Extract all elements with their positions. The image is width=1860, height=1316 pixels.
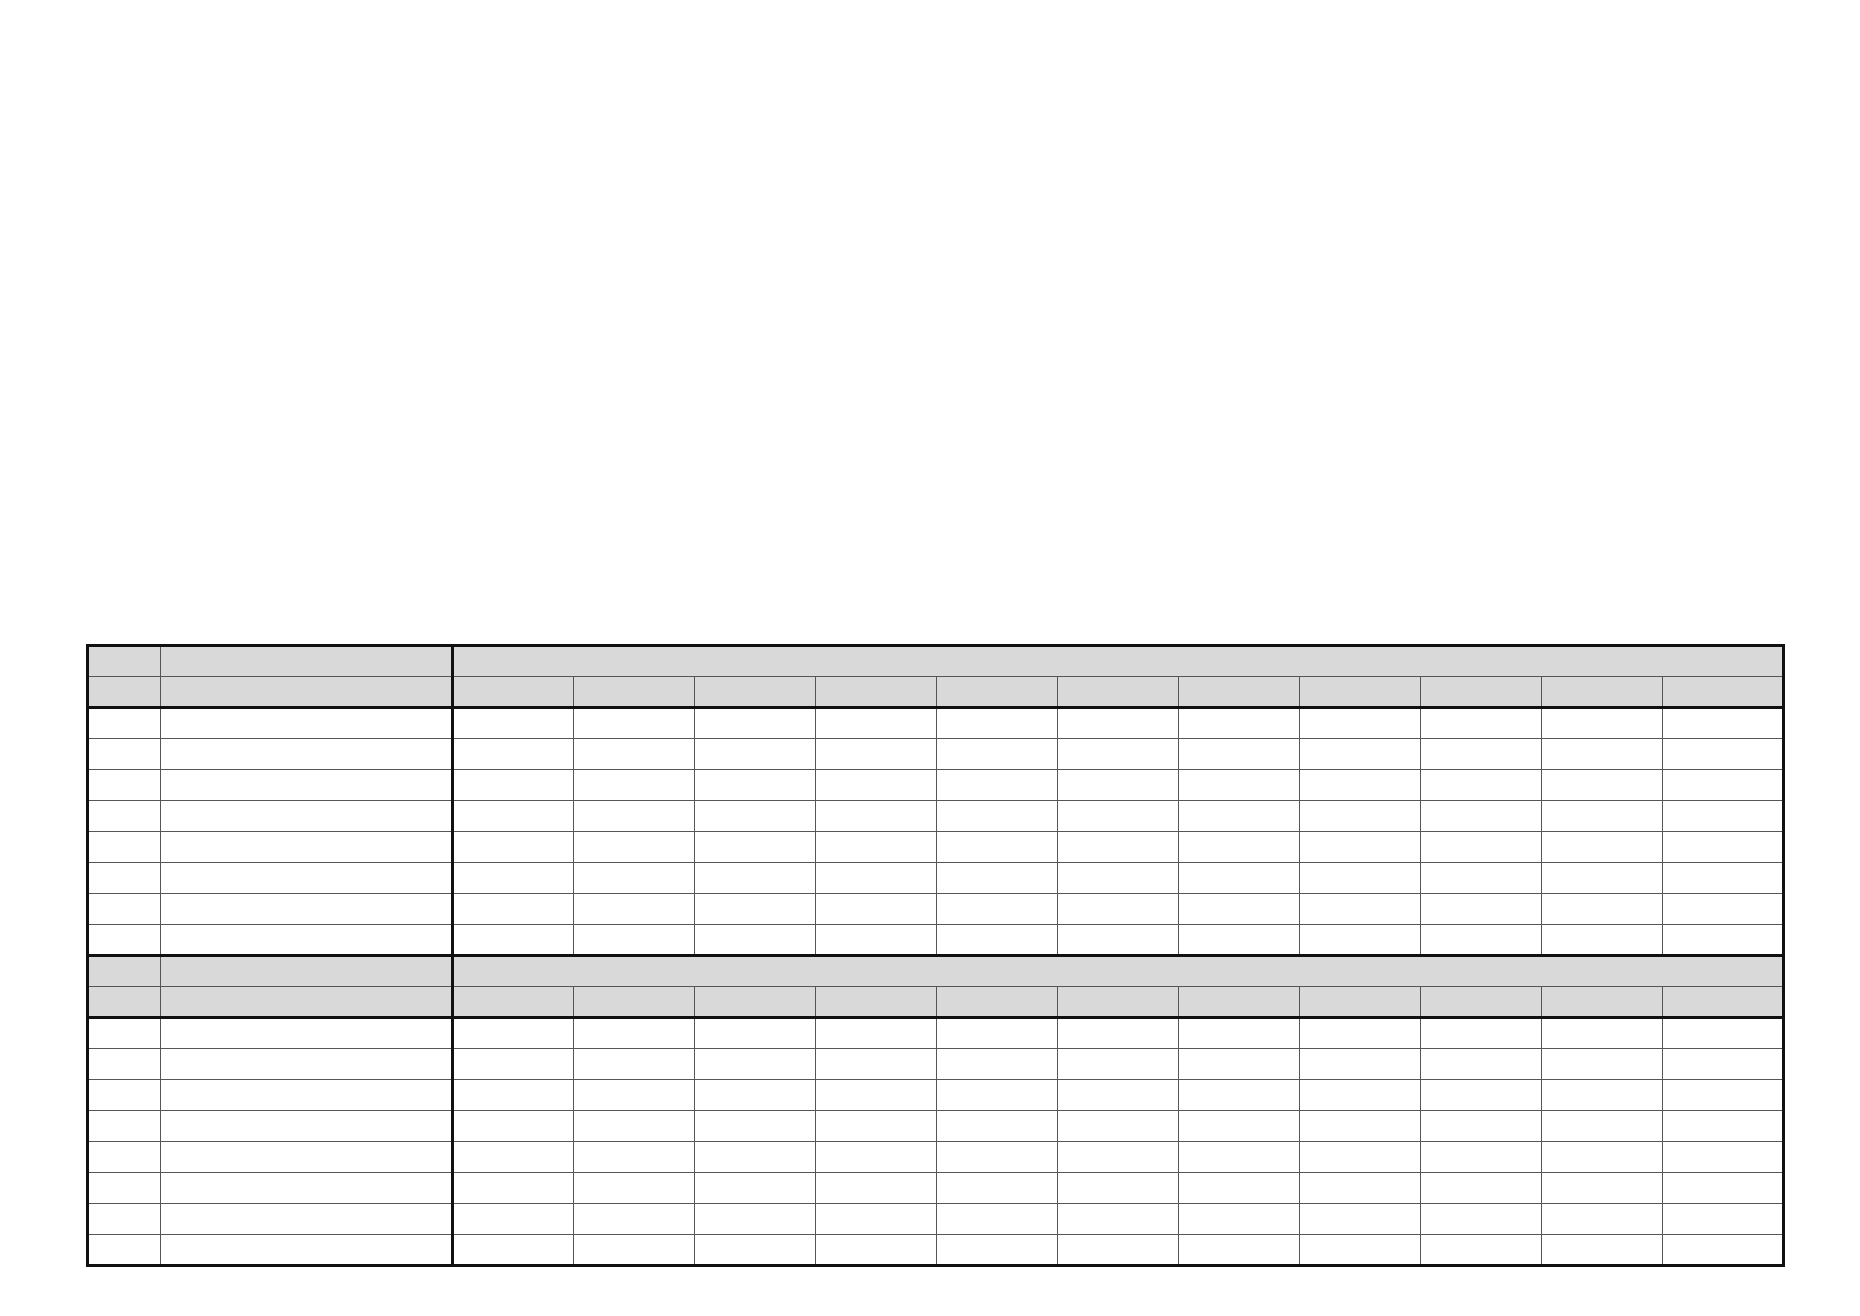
measurement-value xyxy=(1179,1049,1300,1080)
pom-number xyxy=(88,1049,161,1080)
measurement-value xyxy=(1542,1142,1663,1173)
measurement-value xyxy=(453,1080,574,1111)
size-row xyxy=(88,677,1784,708)
pom-number xyxy=(88,832,161,863)
measurement-value xyxy=(1058,1142,1179,1173)
measurement-value xyxy=(1542,770,1663,801)
measurement-description xyxy=(161,925,453,956)
measurement-value xyxy=(937,1173,1058,1204)
measurement-value xyxy=(453,894,574,925)
blank-cell xyxy=(161,677,453,708)
measurement-value xyxy=(1421,739,1542,770)
measurement-value xyxy=(937,770,1058,801)
measurement-value xyxy=(816,863,937,894)
pom-number xyxy=(88,1142,161,1173)
measurement-value xyxy=(574,863,695,894)
measurement-value xyxy=(574,1204,695,1235)
measurement-value xyxy=(1421,1173,1542,1204)
pom-number xyxy=(88,863,161,894)
size-header xyxy=(1300,677,1421,708)
pom-number xyxy=(88,708,161,739)
measurement-value xyxy=(1058,1049,1179,1080)
measurement-value xyxy=(1179,1018,1300,1049)
measurement-value xyxy=(1058,1204,1179,1235)
measurement-value xyxy=(1542,894,1663,925)
measurement-value xyxy=(1663,770,1784,801)
measurement-value xyxy=(574,708,695,739)
measurement-value xyxy=(937,894,1058,925)
measurement-value xyxy=(574,1049,695,1080)
measurement-value xyxy=(1300,863,1421,894)
measurement-value xyxy=(937,1235,1058,1266)
measurement-value xyxy=(574,832,695,863)
size-header xyxy=(1663,987,1784,1018)
size-header xyxy=(695,677,816,708)
measurement-value xyxy=(1421,894,1542,925)
table-row xyxy=(88,1173,1784,1204)
measurement-value xyxy=(1300,1018,1421,1049)
measurement-value xyxy=(1421,863,1542,894)
size-header xyxy=(695,987,816,1018)
measurement-value xyxy=(1542,739,1663,770)
table-row xyxy=(88,739,1784,770)
measurement-description xyxy=(161,894,453,925)
pom-number xyxy=(88,1235,161,1266)
measurement-value xyxy=(695,708,816,739)
measurement-value xyxy=(695,1080,816,1111)
measurement-value xyxy=(695,832,816,863)
measurement-value xyxy=(1058,925,1179,956)
table-row xyxy=(88,801,1784,832)
measurement-value xyxy=(1058,1235,1179,1266)
measurement-value xyxy=(1663,894,1784,925)
size-header xyxy=(574,677,695,708)
measurement-value xyxy=(1542,801,1663,832)
pom-number xyxy=(88,894,161,925)
pom-number xyxy=(88,1173,161,1204)
measurement-value xyxy=(816,1235,937,1266)
measurement-value xyxy=(695,1018,816,1049)
measurement-value xyxy=(1421,1142,1542,1173)
size-header xyxy=(1300,987,1421,1018)
measurement-description xyxy=(161,1204,453,1235)
measurement-table xyxy=(86,644,1785,1267)
measurement-value xyxy=(1300,925,1421,956)
measurement-value xyxy=(1542,925,1663,956)
pom-number xyxy=(88,925,161,956)
table-row xyxy=(88,1080,1784,1111)
measurement-value xyxy=(1663,1235,1784,1266)
measurement-value xyxy=(816,708,937,739)
measurement-value xyxy=(1179,739,1300,770)
measurement-value xyxy=(695,739,816,770)
measurement-value xyxy=(1058,708,1179,739)
measurement-value xyxy=(453,1235,574,1266)
measurement-value xyxy=(1179,1142,1300,1173)
measurement-value xyxy=(1542,1235,1663,1266)
measurement-value xyxy=(574,801,695,832)
measurement-value xyxy=(1179,1204,1300,1235)
description-header xyxy=(161,956,453,987)
measurement-description xyxy=(161,1018,453,1049)
measurement-value xyxy=(816,894,937,925)
measurement-value xyxy=(453,1204,574,1235)
pom-header xyxy=(88,646,161,677)
measurement-value xyxy=(1663,1142,1784,1173)
size-header xyxy=(1179,987,1300,1018)
measurement-value xyxy=(1421,708,1542,739)
measurement-value xyxy=(1421,1018,1542,1049)
measurement-value xyxy=(453,1173,574,1204)
measurement-value xyxy=(574,1080,695,1111)
measurement-value xyxy=(695,1049,816,1080)
table-row xyxy=(88,1204,1784,1235)
table-row xyxy=(88,1049,1784,1080)
measurement-value xyxy=(453,925,574,956)
size-header xyxy=(816,987,937,1018)
measurement-value xyxy=(937,1142,1058,1173)
measurement-value xyxy=(695,894,816,925)
measurement-value xyxy=(1663,1018,1784,1049)
measurement-value xyxy=(816,1204,937,1235)
measurement-value xyxy=(695,1235,816,1266)
measurement-value xyxy=(1300,1235,1421,1266)
measurement-value xyxy=(1421,832,1542,863)
blank-cell xyxy=(88,677,161,708)
measurement-value xyxy=(695,1204,816,1235)
measurement-value xyxy=(453,770,574,801)
size-header xyxy=(1542,677,1663,708)
measurement-value xyxy=(574,770,695,801)
measurement-description xyxy=(161,1173,453,1204)
measurement-value xyxy=(453,1049,574,1080)
measurement-value xyxy=(1179,1111,1300,1142)
measurement-description xyxy=(161,708,453,739)
table-row xyxy=(88,863,1784,894)
measurement-value xyxy=(453,1018,574,1049)
measurement-value xyxy=(1421,1080,1542,1111)
measurement-value xyxy=(937,1049,1058,1080)
pom-number xyxy=(88,1018,161,1049)
table-row xyxy=(88,1018,1784,1049)
measurement-value xyxy=(1058,770,1179,801)
measurement-value xyxy=(816,1111,937,1142)
measurement-value xyxy=(1300,1173,1421,1204)
table-header-row xyxy=(88,646,1784,677)
measurement-description xyxy=(161,1080,453,1111)
measurement-value xyxy=(1663,1049,1784,1080)
measurement-value xyxy=(1421,770,1542,801)
measurement-value xyxy=(816,801,937,832)
measurement-value xyxy=(816,1142,937,1173)
measurement-value xyxy=(937,708,1058,739)
measurement-value xyxy=(1663,1111,1784,1142)
measurement-value xyxy=(1300,708,1421,739)
measurement-value xyxy=(695,801,816,832)
measurement-value xyxy=(1058,1173,1179,1204)
measurement-value xyxy=(1058,739,1179,770)
measurement-value xyxy=(1179,770,1300,801)
size-header xyxy=(1058,677,1179,708)
measurement-value xyxy=(1179,832,1300,863)
pom-number xyxy=(88,739,161,770)
measurement-value xyxy=(1300,739,1421,770)
table-row xyxy=(88,894,1784,925)
measurement-value xyxy=(816,925,937,956)
size-header xyxy=(1421,987,1542,1018)
measurement-value xyxy=(816,770,937,801)
measurement-value xyxy=(937,801,1058,832)
measurement-description xyxy=(161,739,453,770)
size-header xyxy=(1421,677,1542,708)
size-header xyxy=(453,677,574,708)
measurement-value xyxy=(695,770,816,801)
measurement-value xyxy=(1542,863,1663,894)
measurement-value xyxy=(1300,832,1421,863)
measurement-value xyxy=(937,1111,1058,1142)
measurement-value xyxy=(1179,863,1300,894)
measurement-value xyxy=(1300,770,1421,801)
description-header xyxy=(161,646,453,677)
measurement-value xyxy=(1542,1111,1663,1142)
measurement-description xyxy=(161,1235,453,1266)
measurement-value xyxy=(937,925,1058,956)
measurement-value xyxy=(1663,708,1784,739)
measurement-value xyxy=(937,1018,1058,1049)
measurement-value xyxy=(1542,708,1663,739)
measurement-value xyxy=(1421,1235,1542,1266)
measurement-value xyxy=(453,863,574,894)
measurement-value xyxy=(1542,1204,1663,1235)
measurement-description xyxy=(161,1142,453,1173)
measurement-value xyxy=(1300,894,1421,925)
measurement-description xyxy=(161,832,453,863)
measurement-description xyxy=(161,801,453,832)
measurement-value xyxy=(1300,1142,1421,1173)
measurement-value xyxy=(1300,1111,1421,1142)
measurement-value xyxy=(1663,863,1784,894)
measurement-value xyxy=(1421,801,1542,832)
measurement-value xyxy=(937,1080,1058,1111)
measurement-value xyxy=(1542,832,1663,863)
measurement-value xyxy=(937,832,1058,863)
measurement-value xyxy=(574,894,695,925)
pom-number xyxy=(88,1080,161,1111)
measurement-value xyxy=(574,1235,695,1266)
measurement-value xyxy=(1058,1080,1179,1111)
pom-number xyxy=(88,801,161,832)
blank-cell xyxy=(88,987,161,1018)
measurement-value xyxy=(937,863,1058,894)
size-header xyxy=(574,987,695,1018)
measurement-value xyxy=(695,863,816,894)
measurement-value xyxy=(1300,1080,1421,1111)
measurement-value xyxy=(1179,708,1300,739)
table-header-row xyxy=(88,956,1784,987)
measurement-value xyxy=(1542,1173,1663,1204)
measurement-value xyxy=(1663,832,1784,863)
measurement-value xyxy=(453,1111,574,1142)
measurement-value xyxy=(574,1142,695,1173)
blank-cell xyxy=(161,987,453,1018)
measurement-value xyxy=(1058,1018,1179,1049)
size-row xyxy=(88,987,1784,1018)
measurement-value xyxy=(1663,801,1784,832)
measurement-value xyxy=(574,1111,695,1142)
measurement-value xyxy=(816,739,937,770)
measurement-value xyxy=(1663,1080,1784,1111)
measurement-value xyxy=(1058,894,1179,925)
measurement-value xyxy=(1179,1235,1300,1266)
measurement-value xyxy=(816,1173,937,1204)
pom-header xyxy=(88,956,161,987)
measurement-value xyxy=(453,801,574,832)
measurement-value xyxy=(816,832,937,863)
measurement-value xyxy=(1663,739,1784,770)
measurement-value xyxy=(1663,1204,1784,1235)
measurement-value xyxy=(1421,1111,1542,1142)
unit-header xyxy=(453,646,1784,677)
table-row xyxy=(88,925,1784,956)
table-row xyxy=(88,1111,1784,1142)
measurement-value xyxy=(1421,1049,1542,1080)
measurement-value xyxy=(1058,863,1179,894)
table-row xyxy=(88,1235,1784,1266)
measurement-value xyxy=(574,739,695,770)
measurement-value xyxy=(453,1142,574,1173)
measurement-value xyxy=(1542,1080,1663,1111)
measurement-value xyxy=(1058,832,1179,863)
measurement-value xyxy=(695,1142,816,1173)
size-header xyxy=(1663,677,1784,708)
measurement-value xyxy=(816,1049,937,1080)
measurement-value xyxy=(1421,1204,1542,1235)
measurement-value xyxy=(1179,1173,1300,1204)
measurement-value xyxy=(1542,1049,1663,1080)
measurement-description xyxy=(161,1111,453,1142)
measurement-value xyxy=(1058,801,1179,832)
table-row xyxy=(88,770,1784,801)
size-header xyxy=(1542,987,1663,1018)
measurement-value xyxy=(695,925,816,956)
size-header xyxy=(1058,987,1179,1018)
pom-number xyxy=(88,1111,161,1142)
measurement-value xyxy=(1179,925,1300,956)
measurement-value xyxy=(1663,925,1784,956)
measurement-value xyxy=(574,1173,695,1204)
size-header xyxy=(937,987,1058,1018)
measurement-value xyxy=(816,1018,937,1049)
measurement-value xyxy=(1542,1018,1663,1049)
size-header xyxy=(816,677,937,708)
measurement-value xyxy=(1300,1204,1421,1235)
size-header xyxy=(1179,677,1300,708)
size-header xyxy=(937,677,1058,708)
size-header xyxy=(453,987,574,1018)
measurement-value xyxy=(1058,1111,1179,1142)
measurement-value xyxy=(937,1204,1058,1235)
measurement-value xyxy=(816,1080,937,1111)
measurement-value xyxy=(1179,894,1300,925)
measurement-value xyxy=(1663,1173,1784,1204)
measurement-value xyxy=(1300,1049,1421,1080)
measurement-description xyxy=(161,1049,453,1080)
measurement-value xyxy=(453,832,574,863)
measurement-value xyxy=(1300,801,1421,832)
pom-number xyxy=(88,770,161,801)
measurement-description xyxy=(161,770,453,801)
table-row xyxy=(88,708,1784,739)
table-row xyxy=(88,1142,1784,1173)
measurement-value xyxy=(1421,925,1542,956)
pom-number xyxy=(88,1204,161,1235)
table-row xyxy=(88,832,1784,863)
measurement-value xyxy=(1179,801,1300,832)
measurement-value xyxy=(574,1018,695,1049)
measurement-value xyxy=(1179,1080,1300,1111)
unit-header xyxy=(453,956,1784,987)
measurement-value xyxy=(695,1173,816,1204)
measurement-value xyxy=(695,1111,816,1142)
measurement-description xyxy=(161,863,453,894)
measurement-value xyxy=(937,739,1058,770)
measurement-value xyxy=(453,739,574,770)
measurement-value xyxy=(453,708,574,739)
measurement-value xyxy=(574,925,695,956)
